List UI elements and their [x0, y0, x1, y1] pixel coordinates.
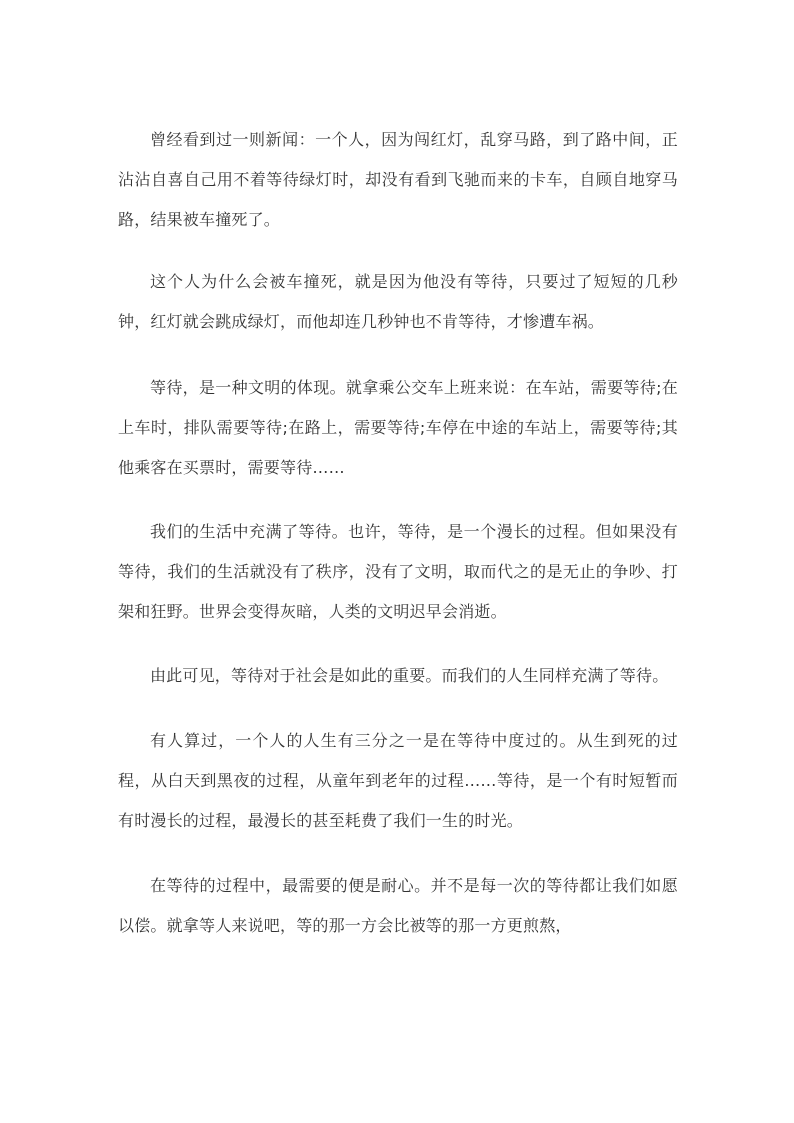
paragraph-3: 等待，是一种文明的体现。就拿乘公交车上班来说：在车站，需要等待;在上车时，排队需要等待;在路上，需要等待;车停在中途的车站上，需要等待;其他乘客在买票时，需要等待……: [118, 378, 678, 477]
paragraph-7: 在等待的过程中，最需要的便是耐心。并不是每一次的等待都让我们如愿以偿。就拿等人来说吧，等的那一方会比被等的那一方更煎熬，: [118, 876, 678, 935]
paragraph-2: 这个人为什么会被车撞死，就是因为他没有等待，只要过了短短的几秒钟，红灯就会跳成绿灯，而他却连几秒钟也不肯等待，才惨遭车祸。: [118, 272, 678, 331]
paragraph-6: 有人算过，一个人的人生有三分之一是在等待中度过的。从生到死的过程，从白天到黑夜的过程，从童年到老年的过程……等待，是一个有时短暂而有时漫长的过程，最漫长的甚至耗费了我们一生的时光。: [118, 731, 678, 830]
paragraph-4: 我们的生活中充满了等待。也许，等待，是一个漫长的过程。但如果没有等待，我们的生活就没有了秩序，没有了文明，取而代之的是无止的争吵、打架和狂野。世界会变得灰暗，人类的文明迟早会消逝。: [118, 522, 678, 621]
paragraph-1: 曾经看到过一则新闻：一个人，因为闯红灯，乱穿马路，到了路中间，正沾沾自喜自己用不着等待绿灯时，却没有看到飞驰而来的卡车，自顾自地穿马路，结果被车撞死了。: [118, 130, 678, 229]
document-body: [118, 120, 678, 968]
paragraph-5: 由此可见，等待对于社会是如此的重要。而我们的人生同样充满了等待。: [150, 666, 669, 685]
